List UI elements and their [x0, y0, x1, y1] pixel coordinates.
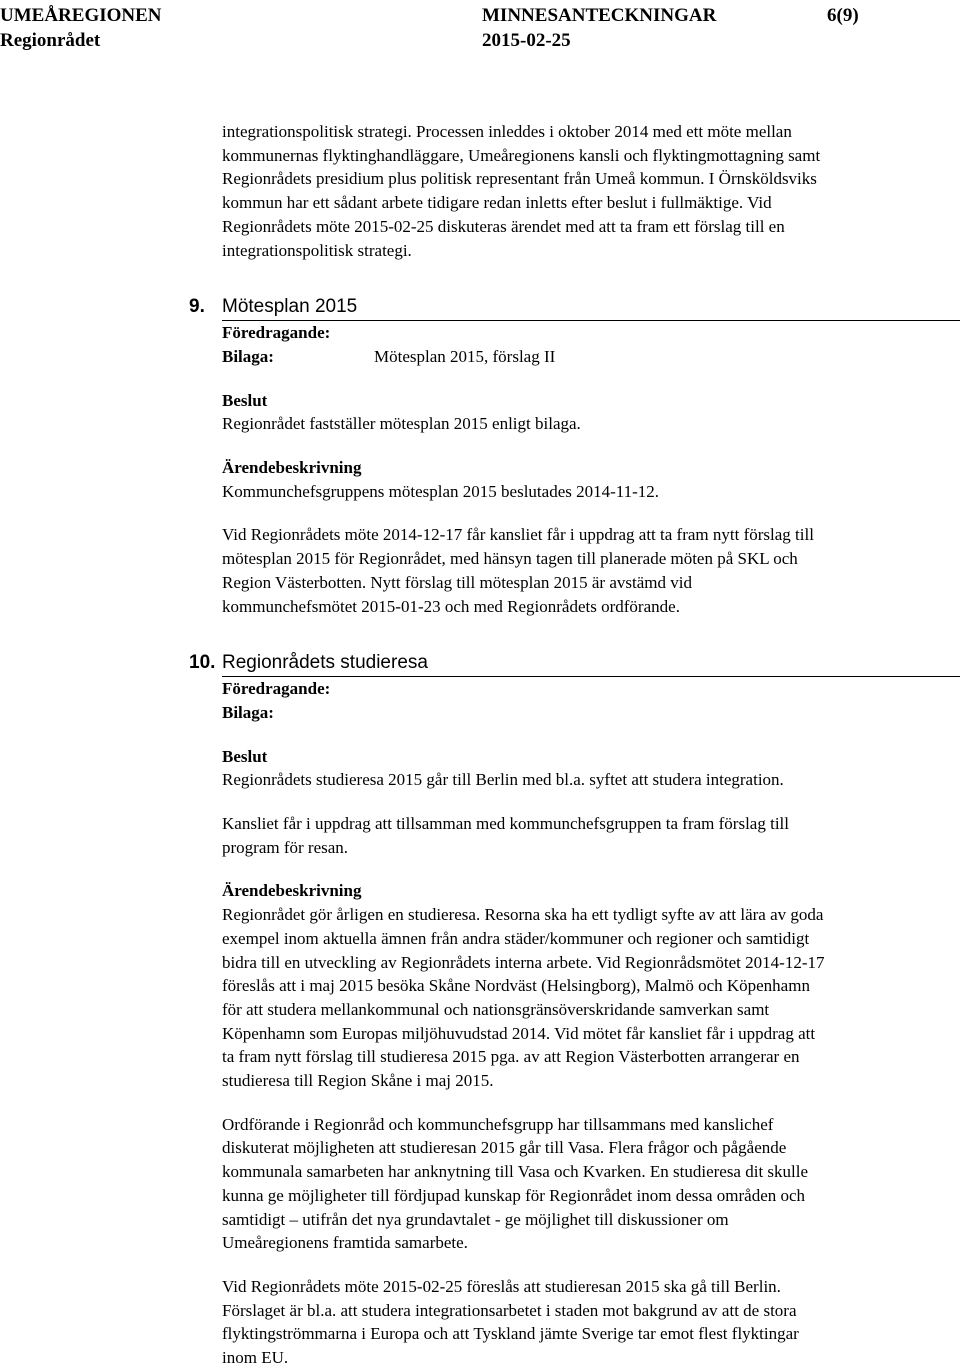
- presenter-row: [222, 321, 942, 345]
- intro-text: [222, 120, 942, 262]
- text-line: samtidigt – utifrån det nya grundavtalet - ge möjlighet till diskussioner om: [222, 1209, 729, 1229]
- agenda-sections: [189, 292, 942, 1370]
- header-date: 2015-02-25: [482, 30, 571, 51]
- text-line: kommunernas flyktinghandläggare, Umeåregionens kansli och flyktingmottagning samt: [222, 145, 821, 165]
- text-line: Regionrådets möte 2015-02-25 diskuteras ärendet med att ta fram ett förslag till en: [222, 216, 785, 236]
- paragraph: [222, 523, 942, 618]
- text-line: för att studera mellankommunal och nationsgränsöverskridande samverkan samt: [222, 999, 770, 1019]
- text-line: kommun har ett sådant arbete tidigare redan inletts efter beslut i fullmäktige. Vid: [222, 193, 772, 213]
- description-heading: Ärendebeskrivning: [222, 458, 362, 477]
- page-header: [0, 0, 960, 64]
- text-line: bidra till en utveckling av Regionrådets interna arbete. Vid Regionrådsmötet 2014-12-17: [222, 952, 825, 972]
- attachment-label: Bilaga:: [222, 346, 274, 366]
- section-title: Regionrådets studieresa: [222, 652, 428, 674]
- decision-heading: Beslut: [222, 390, 268, 410]
- header-page-number: 6(9): [827, 5, 859, 26]
- paragraph: [222, 812, 942, 859]
- paragraph-spacer: [222, 792, 942, 812]
- paragraph: [222, 768, 942, 792]
- paragraph: [222, 412, 942, 436]
- text-line: Vid Regionrådets möte 2015-02-25 föreslås att studieresan 2015 ska gå till Berlin.: [222, 1276, 781, 1296]
- text-line: Regionrådets studieresa 2015 går till Berlin med bl.a. syftet att studera integration.: [222, 770, 784, 790]
- section-number: 9.: [189, 296, 205, 318]
- section-heading: [189, 292, 960, 321]
- header-unit: Regionrådet: [0, 30, 101, 51]
- text-line: integrationspolitisk strategi.: [222, 240, 412, 260]
- paragraph-spacer: [222, 503, 942, 523]
- text-line: Kansliet får i uppdrag att tillsamman med kommunchefsgruppen ta fram förslag till: [222, 814, 789, 833]
- paragraph: [222, 480, 942, 504]
- text-line: Förslaget är bl.a. att studera integrationsarbetet i staden mot bakgrund av att de stora: [222, 1300, 797, 1320]
- document-body: [189, 120, 942, 1370]
- text-line: mötesplan 2015 för Regionrådet, med hänsyn tagen till planerade möten på SKL och: [222, 549, 798, 569]
- text-line: Kommunchefsgruppens mötesplan 2015 beslutades 2014-11-12.: [222, 481, 660, 501]
- text-line: Regionrådet fastställer mötesplan 2015 enligt bilaga.: [222, 414, 581, 434]
- section-title: Mötesplan 2015: [222, 296, 358, 318]
- header-doc-type: MINNESANTECKNINGAR: [482, 5, 717, 26]
- presenter-label: Föredragande:: [222, 679, 331, 699]
- header-org: UMEÅREGIONEN: [0, 5, 162, 26]
- text-line: flyktingströmmarna i Europa och att Tyskland jämte Sverige tar emot flest flyktingar: [222, 1324, 799, 1344]
- text-line: integrationspolitisk strategi. Processen inleddes i oktober 2014 med ett möte mellan: [222, 122, 792, 141]
- text-line: kunna ge möjligheter till fördjupad kunskap för Regionrådet inom dessa områden och: [222, 1185, 806, 1205]
- description-heading: Ärendebeskrivning: [222, 881, 362, 901]
- text-line: Vid Regionrådets möte 2014-12-17 får kansliet får i uppdrag att ta fram nytt förslag till: [222, 525, 814, 545]
- presenter-label: Föredragande:: [222, 323, 331, 343]
- text-line: exempel inom aktuella ämnen från andra städer/kommuner och regioner och samtidigt: [222, 928, 810, 948]
- text-line: Umeåregionens framtida samarbete.: [222, 1233, 468, 1253]
- agenda-item: [189, 292, 942, 618]
- text-line: ta fram nytt förslag till studieresa 2015 pga. av att Region Västerbotten arrangerar en: [222, 1047, 800, 1067]
- paragraph: [222, 903, 942, 1093]
- attachment-value: Mötesplan 2015, förslag II: [374, 346, 556, 366]
- attachment-row: [222, 345, 942, 369]
- intro-paragraph: [222, 120, 942, 262]
- text-line: diskuterat möjligheten att studieresan 2015 går till Vasa. Flera frågor och pågående: [222, 1138, 787, 1158]
- section-number: 10.: [189, 652, 216, 674]
- text-line: inom EU.: [222, 1348, 289, 1368]
- attachment-row: [222, 701, 942, 725]
- text-line: program för resan.: [222, 837, 349, 857]
- agenda-item: [189, 648, 942, 1370]
- text-line: kommunchefsmötet 2015-01-23 och med Regionrådets ordförande.: [222, 596, 680, 616]
- section-heading: [189, 648, 960, 677]
- text-line: Regionrådets presidium plus politisk representant från Umeå kommun. I Örnsköldsviks: [222, 169, 817, 189]
- text-line: Köpenhamn som Europas miljöhuvudstad 2014. Vid mötet får kansliet får i uppdrag att: [222, 1023, 816, 1043]
- paragraph-spacer: [222, 1093, 942, 1113]
- text-line: föreslås att i maj 2015 besöka Skåne Nordväst (Helsingborg), Malmö och Köpenhamn: [222, 976, 810, 996]
- attachment-label: Bilaga:: [222, 702, 274, 722]
- text-line: studieresa till Region Skåne i maj 2015.: [222, 1071, 494, 1091]
- paragraph: [222, 1113, 942, 1255]
- paragraph-spacer: [222, 1255, 942, 1275]
- text-line: Ordförande i Regionråd och kommunchefsgrupp har tillsammans med kanslichef: [222, 1114, 774, 1134]
- presenter-row: [222, 677, 942, 701]
- text-line: Regionrådet gör årligen en studieresa. Resorna ska ha ett tydligt syfte av att lära av goda: [222, 905, 824, 925]
- decision-heading: Beslut: [222, 746, 268, 766]
- paragraph: [222, 1275, 942, 1370]
- text-line: Region Västerbotten. Nytt förslag till mötesplan 2015 är avstämd vid: [222, 572, 692, 592]
- text-line: kommunala samarbeten har anknytning till Vasa och Kvarken. En studieresa dit skulle: [222, 1162, 809, 1182]
